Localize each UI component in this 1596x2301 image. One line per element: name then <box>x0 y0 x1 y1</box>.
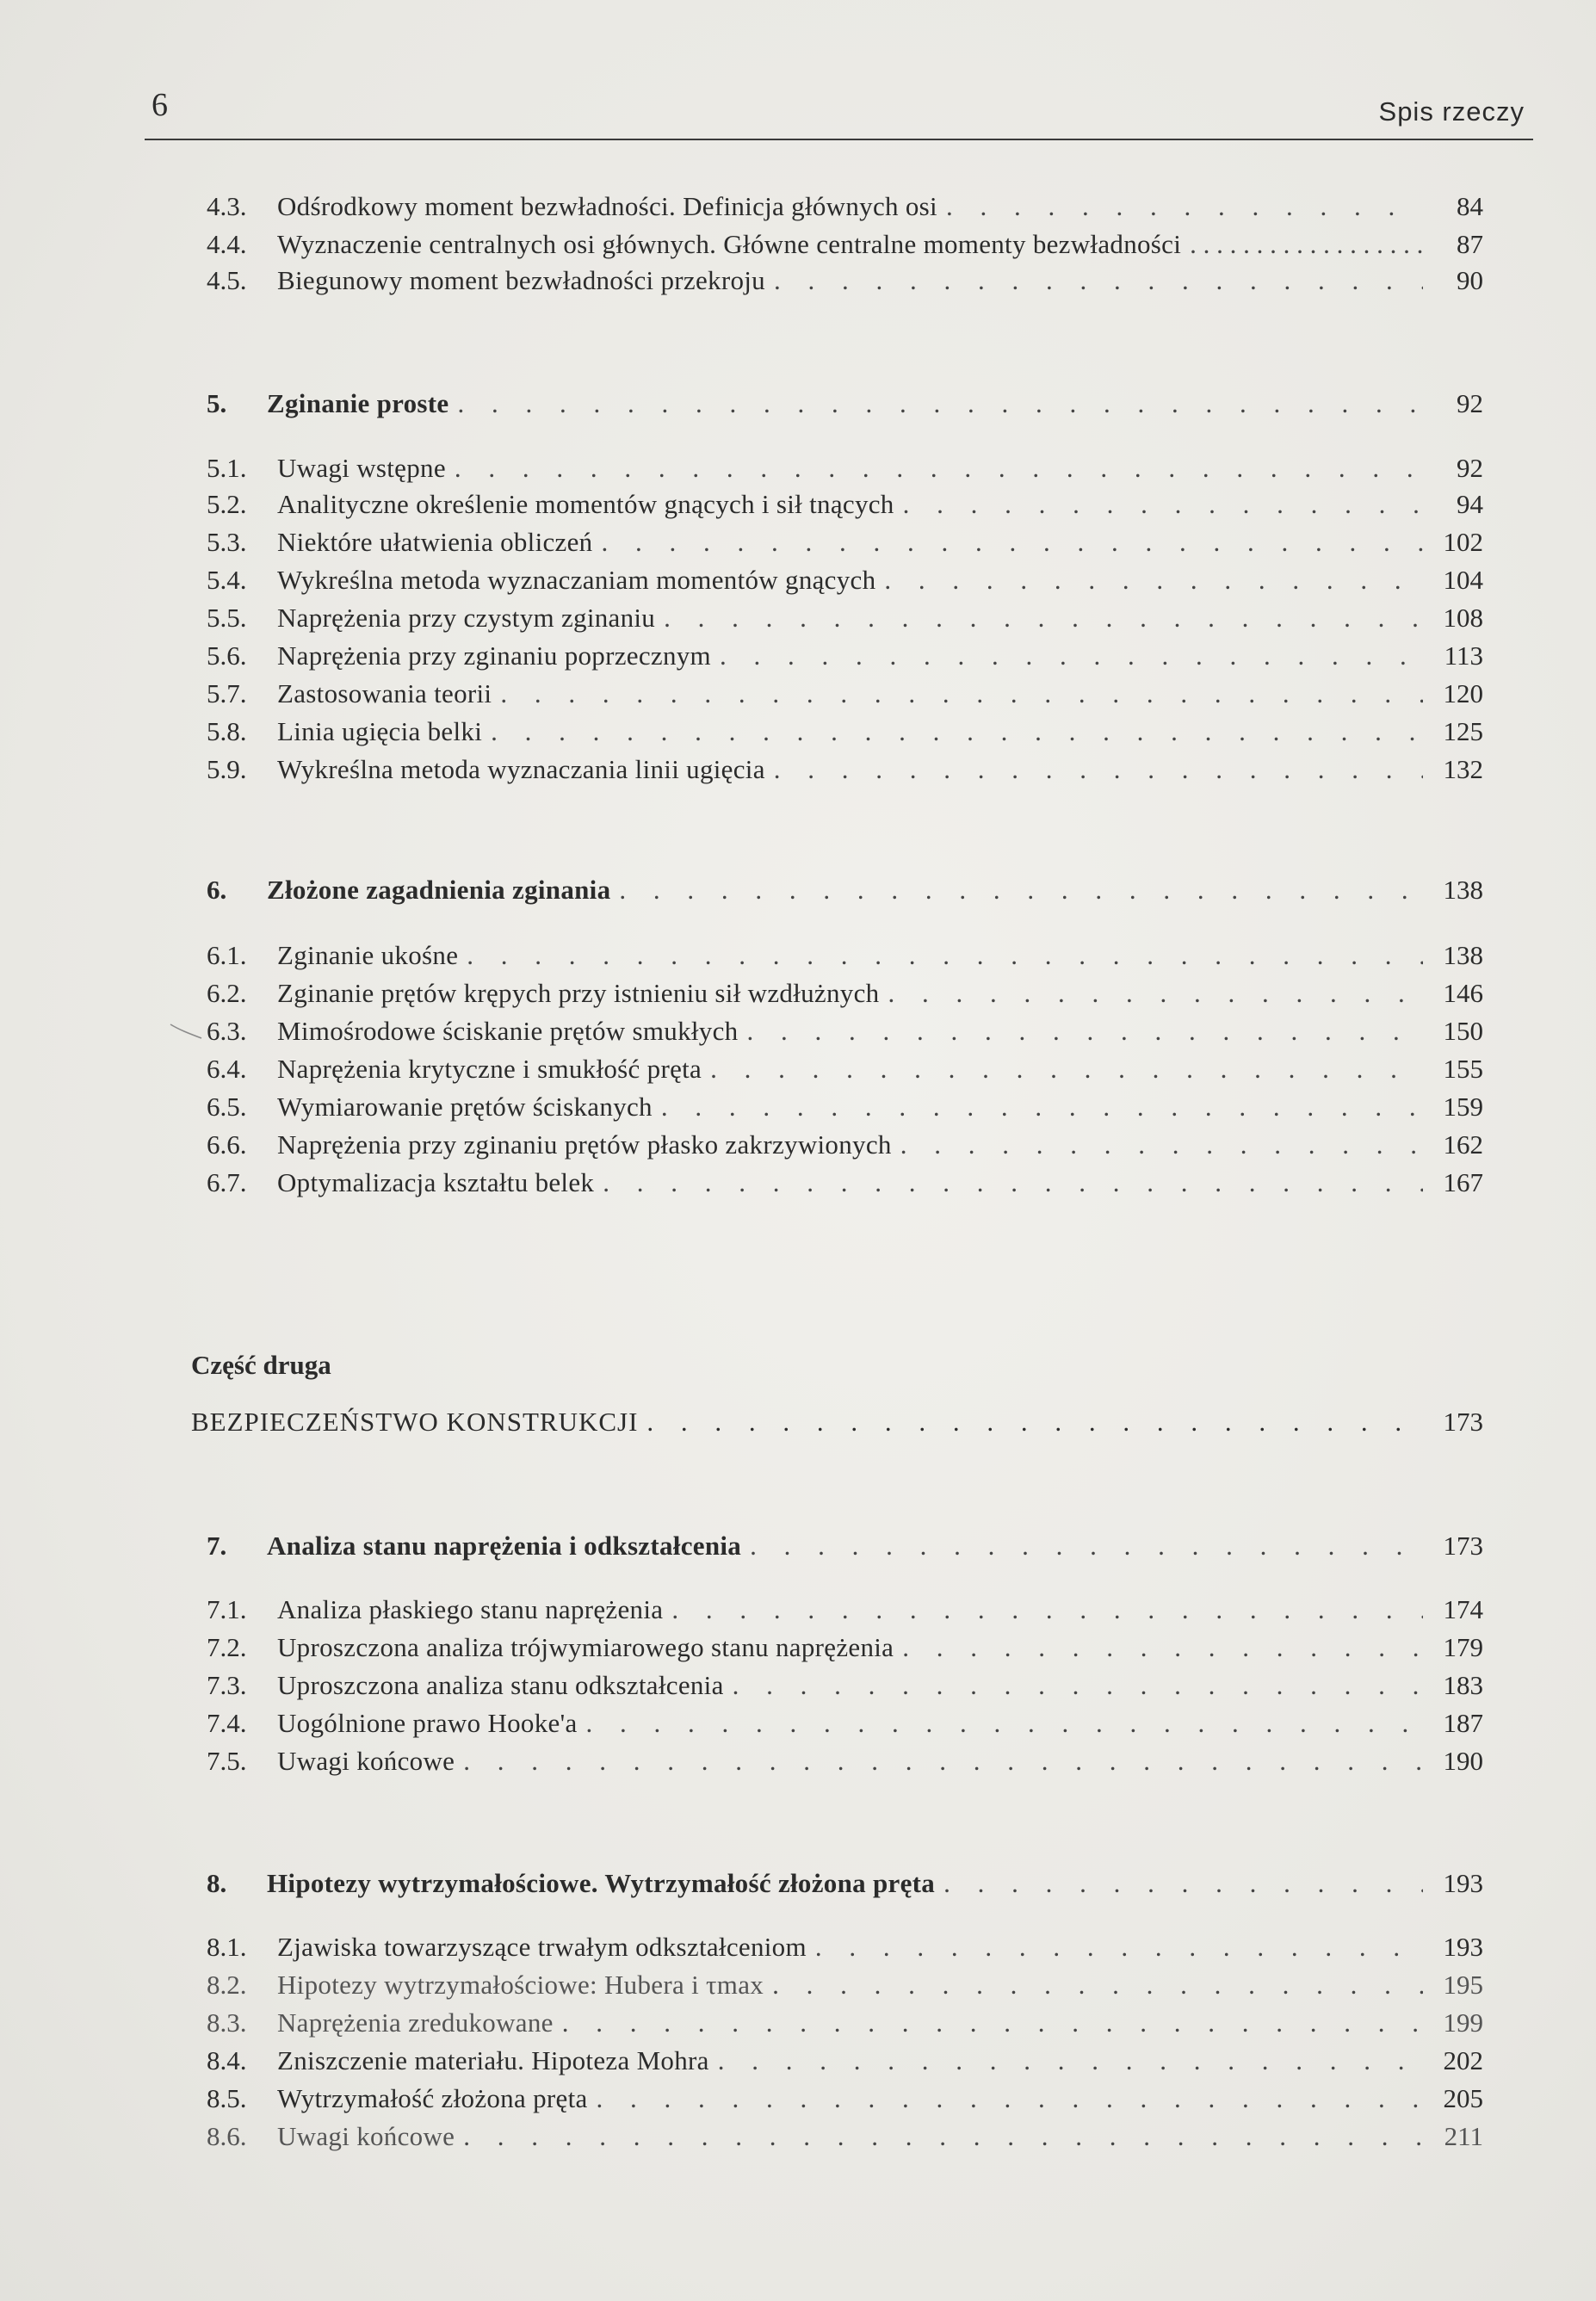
leader-dots <box>1190 227 1423 262</box>
leader-dots <box>619 873 1423 907</box>
entry-title: Odśrodkowy moment bezwładności. Definicja głównych osi <box>277 191 937 221</box>
toc-entry-6-2 <box>207 976 1483 1011</box>
part-page: 173 <box>1443 1407 1483 1437</box>
entry-number: 4.5. <box>207 265 247 295</box>
entry-number: 4.3. <box>207 191 247 221</box>
entry-number: 7.5. <box>207 1746 247 1776</box>
entry-page: 108 <box>1443 603 1483 633</box>
chapter-number: 7. <box>207 1531 227 1561</box>
entry-title: Zastosowania teorii <box>277 678 492 708</box>
chapter-title: Złożone zagadnienia zginania <box>267 875 611 905</box>
entry-number: 5.7. <box>207 678 247 708</box>
entry-number: 7.4. <box>207 1708 247 1738</box>
entry-title: Naprężenia przy zginaniu poprzecznym <box>277 640 711 671</box>
leader-dots <box>661 1090 1423 1124</box>
toc-entry-5-1 <box>207 451 1483 486</box>
leader-dots <box>746 1014 1423 1048</box>
leader-dots <box>718 2044 1423 2078</box>
page-number: 6 <box>152 87 168 123</box>
entry-number: 6.1. <box>207 940 247 970</box>
leader-dots <box>903 487 1423 522</box>
toc-entry-8-4 <box>207 2044 1483 2078</box>
entry-number: 5.4. <box>207 565 247 595</box>
leader-dots <box>467 938 1423 973</box>
toc-entry-7-2 <box>207 1630 1483 1665</box>
entry-title: Uwagi wstępne <box>277 453 446 483</box>
leader-dots <box>463 2119 1423 2154</box>
toc-entry-7-1 <box>207 1593 1483 1627</box>
entry-page: 102 <box>1443 527 1483 557</box>
leader-dots <box>750 1529 1423 1563</box>
entry-title: Niektóre ułatwienia obliczeń <box>277 527 593 557</box>
entry-title: Naprężenia przy zginaniu prętów płasko zakrzywionych <box>277 1129 892 1160</box>
entry-title: Naprężenia zredukowane <box>277 2007 554 2038</box>
toc-entry-5-4 <box>207 563 1483 597</box>
entry-page: 92 <box>1457 388 1483 418</box>
pencil-mark-icon <box>169 1021 203 1042</box>
toc-entry-5-7 <box>207 677 1483 711</box>
entry-number: 8.4. <box>207 2045 247 2075</box>
chapter-number: 5. <box>207 388 227 418</box>
entry-page: 125 <box>1443 716 1483 746</box>
entry-number: 6.2. <box>207 978 247 1008</box>
leader-dots <box>646 1405 1423 1439</box>
part-title-row <box>191 1405 1483 1439</box>
toc-chapter-6 <box>207 873 1483 907</box>
entry-page: 167 <box>1443 1167 1483 1197</box>
entry-number: 6.7. <box>207 1167 247 1197</box>
toc-entry-8-2 <box>207 1968 1483 2002</box>
leader-dots <box>455 451 1423 486</box>
entry-page: 199 <box>1443 2007 1483 2038</box>
entry-number: 8.2. <box>207 1970 247 2000</box>
entry-number: 5.9. <box>207 754 247 784</box>
entry-page: 193 <box>1443 1932 1483 1962</box>
part-title: BEZPIECZEŃSTWO KONSTRUKCJI <box>191 1407 639 1437</box>
leader-dots <box>772 1968 1423 2002</box>
entry-number: 6.6. <box>207 1129 247 1160</box>
entry-number: 7.2. <box>207 1632 247 1662</box>
entry-title: Zjawiska towarzyszące trwałym odkształceniom <box>277 1932 807 1962</box>
entry-page: 92 <box>1457 453 1483 483</box>
leader-dots <box>601 525 1423 560</box>
toc-entry-7-3 <box>207 1668 1483 1703</box>
toc-entry-6-1 <box>207 938 1483 973</box>
toc-entry-7-4 <box>207 1706 1483 1741</box>
entry-number: 7.1. <box>207 1594 247 1624</box>
leader-dots <box>710 1052 1423 1086</box>
leader-dots <box>900 1128 1423 1162</box>
entry-page: 150 <box>1443 1016 1483 1046</box>
entry-page: 132 <box>1443 754 1483 784</box>
leader-dots <box>946 189 1423 224</box>
entry-number: 5.2. <box>207 489 247 519</box>
toc-entry-5-2 <box>207 487 1483 522</box>
entry-page: 138 <box>1443 875 1483 905</box>
leader-dots <box>733 1668 1423 1703</box>
entry-page: 87 <box>1457 229 1483 259</box>
entry-title: Linia ugięcia belki <box>277 716 483 746</box>
entry-page: 187 <box>1443 1708 1483 1738</box>
toc-entry-4-4 <box>207 227 1483 262</box>
entry-title: Biegunowy moment bezwładności przekroju <box>277 265 765 295</box>
leader-dots <box>603 1166 1423 1200</box>
part-label: Część druga <box>191 1350 331 1380</box>
leader-dots <box>884 563 1423 597</box>
chapter-title: Zginanie proste <box>267 388 449 418</box>
entry-title: Wytrzymałość złożona pręta <box>277 2083 588 2113</box>
entry-title: Zniszczenie materiału. Hipoteza Mohra <box>277 2045 709 2075</box>
entry-title: Wykreślna metoda wyznaczania linii ugięcia <box>277 754 765 784</box>
entry-number: 6.3. <box>207 1016 247 1046</box>
entry-title: Zginanie prętów krępych przy istnieniu sił wzdłużnych <box>277 978 880 1008</box>
entry-title: Analiza płaskiego stanu naprężenia <box>277 1594 664 1624</box>
entry-title: Mimośrodowe ściskanie prętów smukłych <box>277 1016 739 1046</box>
entry-page: 195 <box>1443 1970 1483 2000</box>
entry-title: Zginanie ukośne <box>277 940 459 970</box>
leader-dots <box>774 263 1423 298</box>
leader-dots <box>774 752 1423 787</box>
chapter-number: 6. <box>207 875 227 905</box>
entry-page: 120 <box>1443 678 1483 708</box>
toc-entry-4-5 <box>207 263 1483 298</box>
toc-entry-8-6 <box>207 2119 1483 2154</box>
entry-number: 8.1. <box>207 1932 247 1962</box>
toc-entry-5-9 <box>207 752 1483 787</box>
toc-entry-4-3 <box>207 189 1483 224</box>
toc-entry-6-7 <box>207 1166 1483 1200</box>
toc-chapter-7 <box>207 1529 1483 1563</box>
leader-dots <box>888 976 1423 1011</box>
entry-page: 159 <box>1443 1092 1483 1122</box>
entry-number: 5.3. <box>207 527 247 557</box>
entry-page: 138 <box>1443 940 1483 970</box>
entry-page: 190 <box>1443 1746 1483 1776</box>
entry-number: 4.4. <box>207 229 247 259</box>
entry-number: 7.3. <box>207 1670 247 1700</box>
entry-page: 113 <box>1444 640 1483 671</box>
running-title: Spis rzeczy <box>1378 96 1525 127</box>
leader-dots <box>562 2006 1423 2040</box>
toc-entry-8-3 <box>207 2006 1483 2040</box>
toc-entry-6-4 <box>207 1052 1483 1086</box>
entry-page: 179 <box>1443 1632 1483 1662</box>
entry-title: Naprężenia krytyczne i smukłość pręta <box>277 1054 702 1084</box>
entry-number: 6.5. <box>207 1092 247 1122</box>
entry-number: 5.8. <box>207 716 247 746</box>
leader-dots <box>597 2081 1423 2116</box>
leader-dots <box>671 1593 1423 1627</box>
entry-title: Hipotezy wytrzymałościowe: Hubera i τmax <box>277 1970 764 2000</box>
toc-entry-8-5 <box>207 2081 1483 2116</box>
entry-number: 6.4. <box>207 1054 247 1084</box>
leader-dots <box>943 1866 1423 1901</box>
entry-page: 173 <box>1443 1531 1483 1561</box>
toc-chapter-5 <box>207 387 1483 421</box>
entry-page: 162 <box>1443 1129 1483 1160</box>
entry-title: Uwagi końcowe <box>277 2121 455 2151</box>
entry-page: 211 <box>1444 2121 1483 2151</box>
entry-title: Wykreślna metoda wyznaczaniam momentów gnących <box>277 565 876 595</box>
entry-title: Analityczne określenie momentów gnących i sił tnących <box>277 489 894 519</box>
leader-dots <box>491 714 1423 749</box>
leader-dots <box>586 1706 1423 1741</box>
entry-title: Uwagi końcowe <box>277 1746 455 1776</box>
entry-page: 205 <box>1443 2083 1483 2113</box>
toc-entry-6-5 <box>207 1090 1483 1124</box>
entry-number: 5.5. <box>207 603 247 633</box>
chapter-number: 8. <box>207 1868 227 1898</box>
toc-entry-6-3 <box>207 1014 1483 1048</box>
chapter-title: Hipotezy wytrzymałościowe. Wytrzymałość złożona pręta <box>267 1868 936 1898</box>
leader-dots <box>902 1630 1423 1665</box>
entry-page: 146 <box>1443 978 1483 1008</box>
entry-title: Wymiarowanie prętów ściskanych <box>277 1092 653 1122</box>
entry-page: 104 <box>1443 565 1483 595</box>
leader-dots <box>463 1744 1423 1778</box>
toc-entry-5-3 <box>207 525 1483 560</box>
entry-number: 5.1. <box>207 453 247 483</box>
toc-entry-5-8 <box>207 714 1483 749</box>
entry-number: 5.6. <box>207 640 247 671</box>
entry-page: 183 <box>1443 1670 1483 1700</box>
leader-dots <box>664 601 1423 635</box>
entry-page: 84 <box>1457 191 1483 221</box>
entry-title: Uogólnione prawo Hooke'a <box>277 1708 578 1738</box>
entry-title: Wyznaczenie centralnych osi głównych. Główne centralne momenty bezwładności <box>277 229 1182 259</box>
toc-entry-5-6 <box>207 639 1483 673</box>
leader-dots <box>457 387 1423 421</box>
leader-dots <box>500 677 1423 711</box>
toc-entry-5-5 <box>207 601 1483 635</box>
entry-number: 8.5. <box>207 2083 247 2113</box>
toc-chapter-8 <box>207 1866 1483 1901</box>
toc-entry-6-6 <box>207 1128 1483 1162</box>
chapter-title: Analiza stanu naprężenia i odkształcenia <box>267 1531 742 1561</box>
entry-title: Uproszczona analiza trójwymiarowego stanu naprężenia <box>277 1632 894 1662</box>
toc-entry-8-1 <box>207 1930 1483 1964</box>
entry-page: 90 <box>1457 265 1483 295</box>
toc-entry-7-5 <box>207 1744 1483 1778</box>
leader-dots <box>720 639 1423 673</box>
entry-number: 8.3. <box>207 2007 247 2038</box>
entry-page: 193 <box>1443 1868 1483 1898</box>
entry-page: 202 <box>1443 2045 1483 2075</box>
entry-page: 174 <box>1443 1594 1483 1624</box>
leader-dots <box>815 1930 1423 1964</box>
entry-number: 8.6. <box>207 2121 247 2151</box>
entry-page: 94 <box>1457 489 1483 519</box>
entry-title: Naprężenia przy czystym zginaniu <box>277 603 656 633</box>
entry-title: Optymalizacja kształtu belek <box>277 1167 595 1197</box>
entry-page: 155 <box>1443 1054 1483 1084</box>
entry-title: Uproszczona analiza stanu odkształcenia <box>277 1670 724 1700</box>
